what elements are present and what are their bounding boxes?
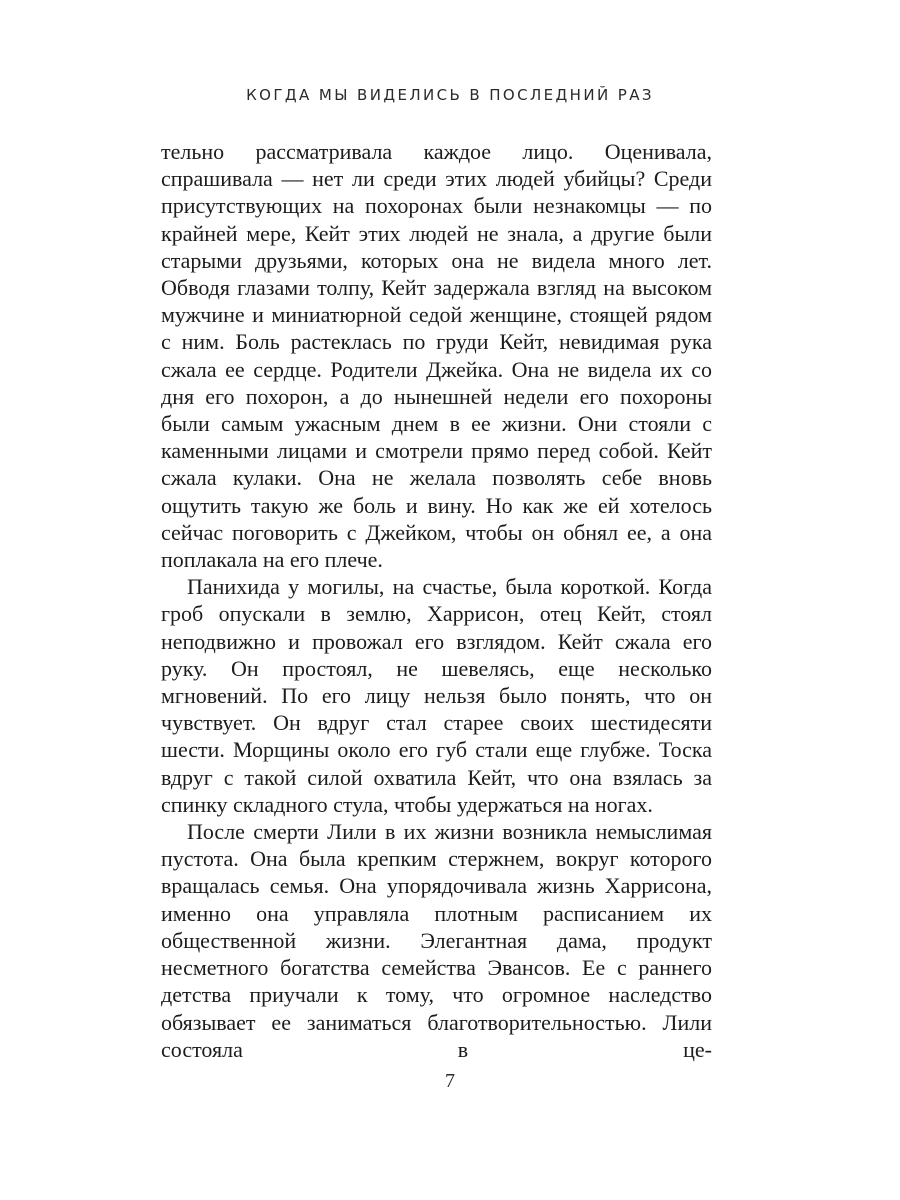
page-number: 7	[445, 1070, 455, 1092]
paragraph-2: Панихида у могилы, на счастье, была короткой. Когда гроб опускали в землю, Харрисон, отец Кейт, стоял неподвижно и провожал его взглядом. Кейт сжала его руку. Он простоял, не шевелясь, еще несколько мгновений. По его лицу нельзя было понять, что он чувствует. Он вдруг стал старее своих шестидесяти шести. Морщины около его губ стали еще глубже. Тоска вдруг с такой силой охватила Кейт, что она взялась за спинку складного стула, чтобы удержаться на ногах.	[161, 574, 712, 817]
paragraph-1: тельно рассматривала каждое лицо. Оценивала, спрашивала — нет ли среди этих людей убийцы? Среди присутствующих на похоронах были незнакомцы — по крайней мере, Кейт этих людей не знала, а другие были старыми друзьями, которых она не видела много лет. Обводя глазами толпу, Кейт задержала взгляд на высоком мужчине и миниатюрной седой женщине, стоящей рядом с ним. Боль растеклась по груди Кейт, невидимая рука сжала ее сердце. Родители Джейка. Она не видела их со дня его похорон, а до нынешней недели его похороны были самым ужасным днем в ее жизни. Они стояли с каменными лицами и смотрели прямо перед собой. Кейт сжала кулаки. Она не желала позволять себе вновь ощутить такую же боль и вину. Но как же ей хотелось сейчас поговорить с Джейком, чтобы он обнял ее, а она поплакала на его плече.	[161, 139, 712, 573]
running-head: КОГДА МЫ ВИДЕЛИСЬ В ПОСЛЕДНИЙ РАЗ	[246, 86, 654, 104]
paragraph-3: После смерти Лили в их жизни возникла немыслимая пустота. Она была крепким стержнем, вокруг которого вращалась семья. Она упорядочивала жизнь Харрисона, именно она управляла плотным расписанием их общественной жизни. Элегантная дама, продукт несметного богатства семейства Эвансов. Ее с раннего детства приучали к тому, что огромное наследство обязывает ее заниматься благотворительностью. Лили состояла в це-	[161, 819, 712, 1062]
body-text	[161, 138, 712, 1063]
